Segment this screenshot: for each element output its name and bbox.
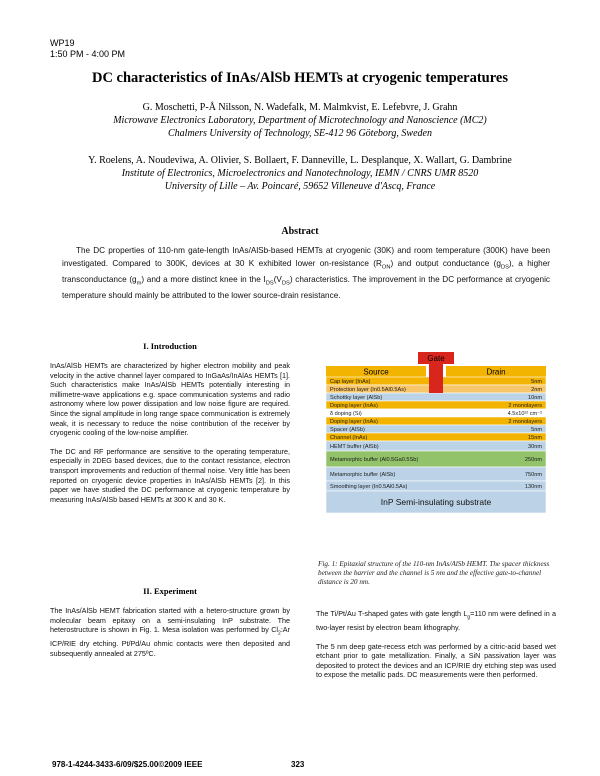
- authors-group-2: Y. Roelens, A. Noudeviwa, A. Olivier, S. Bollaert, F. Danneville, L. Desplanque, X. Wallart, G. Dambrine: [88, 155, 512, 166]
- epitaxial-structure-figure: [321, 346, 551, 554]
- layer-name-9: Metamorphic buffer (Al0.5Ga0.5Sb): [330, 457, 419, 463]
- authors-group-1: G. Moschetti, P-Å Nilsson, N. Wadefalk, M. Malmkvist, E. Lefebvre, J. Grahn: [142, 102, 458, 113]
- right-column-body: [316, 609, 556, 689]
- paper-title: DC characteristics of InAs/AlSb HEMTs at cryogenic temperatures: [91, 70, 508, 86]
- abstract-heading: Abstract: [281, 226, 319, 237]
- experiment-body: [50, 606, 290, 667]
- layer-value-5: 2 monolayers: [508, 419, 542, 425]
- introduction-body: [50, 361, 290, 513]
- layer-name-11: Smoothing layer (In0.5Al0.5As): [330, 484, 408, 490]
- layer-value-11: 130nm: [524, 484, 542, 490]
- layer-value-2: 10nm: [528, 395, 542, 401]
- layer-name-8: HEMT buffer (AlSb): [330, 444, 379, 450]
- layer-name-2: Schottky layer (AlSb): [330, 395, 383, 401]
- layer-value-4: 4.5x10¹² cm⁻²: [507, 411, 542, 417]
- drain-label: Drain: [486, 367, 506, 377]
- experiment-paragraph-1: The InAs/AlSb HEMT fabrication started with a hetero-structure grown by molecular beam epitaxy on a semi-insulating InP substrate. The heterostructure is shown in Fig. 1. Mesa isolation was performed by $Cl_2:Ar$ ICP/RIE dry etching. Pt/Pd/Au ohmic contacts were then deposited and subsequently annealed at 275ºC.: [50, 606, 290, 658]
- session-info: [50, 38, 125, 60]
- gate-paragraph: The Ti/Pt/Au T-shaped gates with gate length $L_g=110$ nm were defined in a two-layer resist by electron beam lithography.: [316, 609, 556, 633]
- layer-name-3: Doping layer (InAs): [330, 403, 378, 409]
- layer-value-10: 750nm: [524, 472, 542, 478]
- layer-name-10: Metamorphic buffer (AlSb): [330, 472, 396, 478]
- layer-name-1: Protection layer (In0.5Al0.5As): [330, 387, 406, 393]
- layer-value-1: 2nm: [531, 387, 542, 393]
- intro-paragraph-2: The DC and RF performance are sensitive to the operating temperature, especially in 2DEG based devices, due to the contact resistance, electron transport improvements and reduction of thermal noise. Very little has been reported on cryogenic device properties in InAs/AlSb HEMTs [2]. In this paper we have studied the DC performance at cryogenic temperature by measuring InAs/AlSb based HEMTs at 300 K and 30 K.: [50, 446, 290, 504]
- substrate-label: InP Semi-insulating substrate: [380, 497, 492, 507]
- layer-name-5: Doping layer (InAs): [330, 419, 378, 425]
- session-code: WP19: [50, 38, 75, 48]
- layer-value-0: 5nm: [531, 379, 542, 385]
- layer-value-6: 5nm: [531, 427, 542, 433]
- abstract-body: The DC properties of 110-nm gate-length InAs/AlSb-based HEMTs at cryogenic (30K) and room temperature (300K) have been investigated. Compared to 300K, devices at 30 K exhibited lower on-resistance $(R_{ON})$ and output conductance $(g_{DS})$, a higher transconductance $(g_m)$ and a more distinct knee in the $I_{DS}(V_{DS})$ characteristics. The improvement in the DC performance at cryogenic temperature should mainly be attributed to the lower source-drain resistance.: [62, 246, 551, 301]
- affiliation-2b: University of Lille – Av. Poincaré, 59652 Villeneuve d'Ascq, France: [164, 181, 436, 192]
- gate-label: Gate: [427, 354, 445, 363]
- layer-value-7: 15nm: [528, 435, 542, 441]
- footer-page-number: 323: [291, 760, 305, 769]
- session-time: 1:50 PM - 4:00 PM: [50, 49, 126, 59]
- recess-paragraph: The 5 nm deep gate-recess etch was performed by a citric-acid based wet etchant prior to gate metallization. Finally, a SiN passivation layer was deposited to protect the devices and an ICP/RIE dry etching step was used to expose the metallic pads. DC measurements were then performed.: [316, 641, 556, 680]
- figure-caption: Fig. 1: Epitaxial structure of the 110-nm InAs/AlSb HEMT. The spacer thickness between the barrier and the channel is 5 nm and the effective gate-to-channel distance is 20 nm.: [318, 560, 550, 586]
- intro-paragraph-1: InAs/AlSb HEMTs are characterized by higher electron mobility and peak velocity in the active channel layer compared to InGaAs/InAlAs HEMTs [1]. Such characteristics make InAs/AlSb HEMTs potentially interesting in millimetre-wave applications e.g. space communication systems and radio astronomy where low power dissipation and low noise figure are required. Since the signal amplitude in long range space communication is extremely weak, it is necessary to reduce the noise contribution of the receiver by cryogenic cooling of the low-noise amplifier.: [50, 361, 290, 438]
- layer-value-8: 30nm: [528, 444, 542, 450]
- footer-isbn: 978-1-4244-3433-6/09/$25.00©2009 IEEE: [52, 760, 203, 769]
- layer-value-9: 250nm: [524, 457, 542, 463]
- affiliation-2a: Institute of Electronics, Microelectronics and Nanotechnology, IEMN / CNRS UMR 8520: [121, 168, 479, 179]
- gate-stem: [429, 364, 443, 393]
- affiliation-1a: Microwave Electronics Laboratory, Department of Microtechnology and Nanoscience (MC2): [113, 115, 487, 126]
- layer-name-7: Channel (InAs): [330, 435, 368, 441]
- layer-name-4: δ doping (Si): [330, 411, 362, 417]
- layer-value-3: 2 monolayers: [508, 403, 542, 409]
- section-experiment-heading: II. Experiment: [143, 586, 197, 596]
- section-introduction-heading: I. Introduction: [143, 341, 197, 351]
- source-label: Source: [363, 367, 389, 377]
- affiliation-1b: Chalmers University of Technology, SE-412 96 Göteborg, Sweden: [168, 128, 432, 139]
- layer-name-6: Spacer (AlSb): [330, 427, 365, 433]
- layer-name-0: Cap layer (InAs): [330, 379, 371, 385]
